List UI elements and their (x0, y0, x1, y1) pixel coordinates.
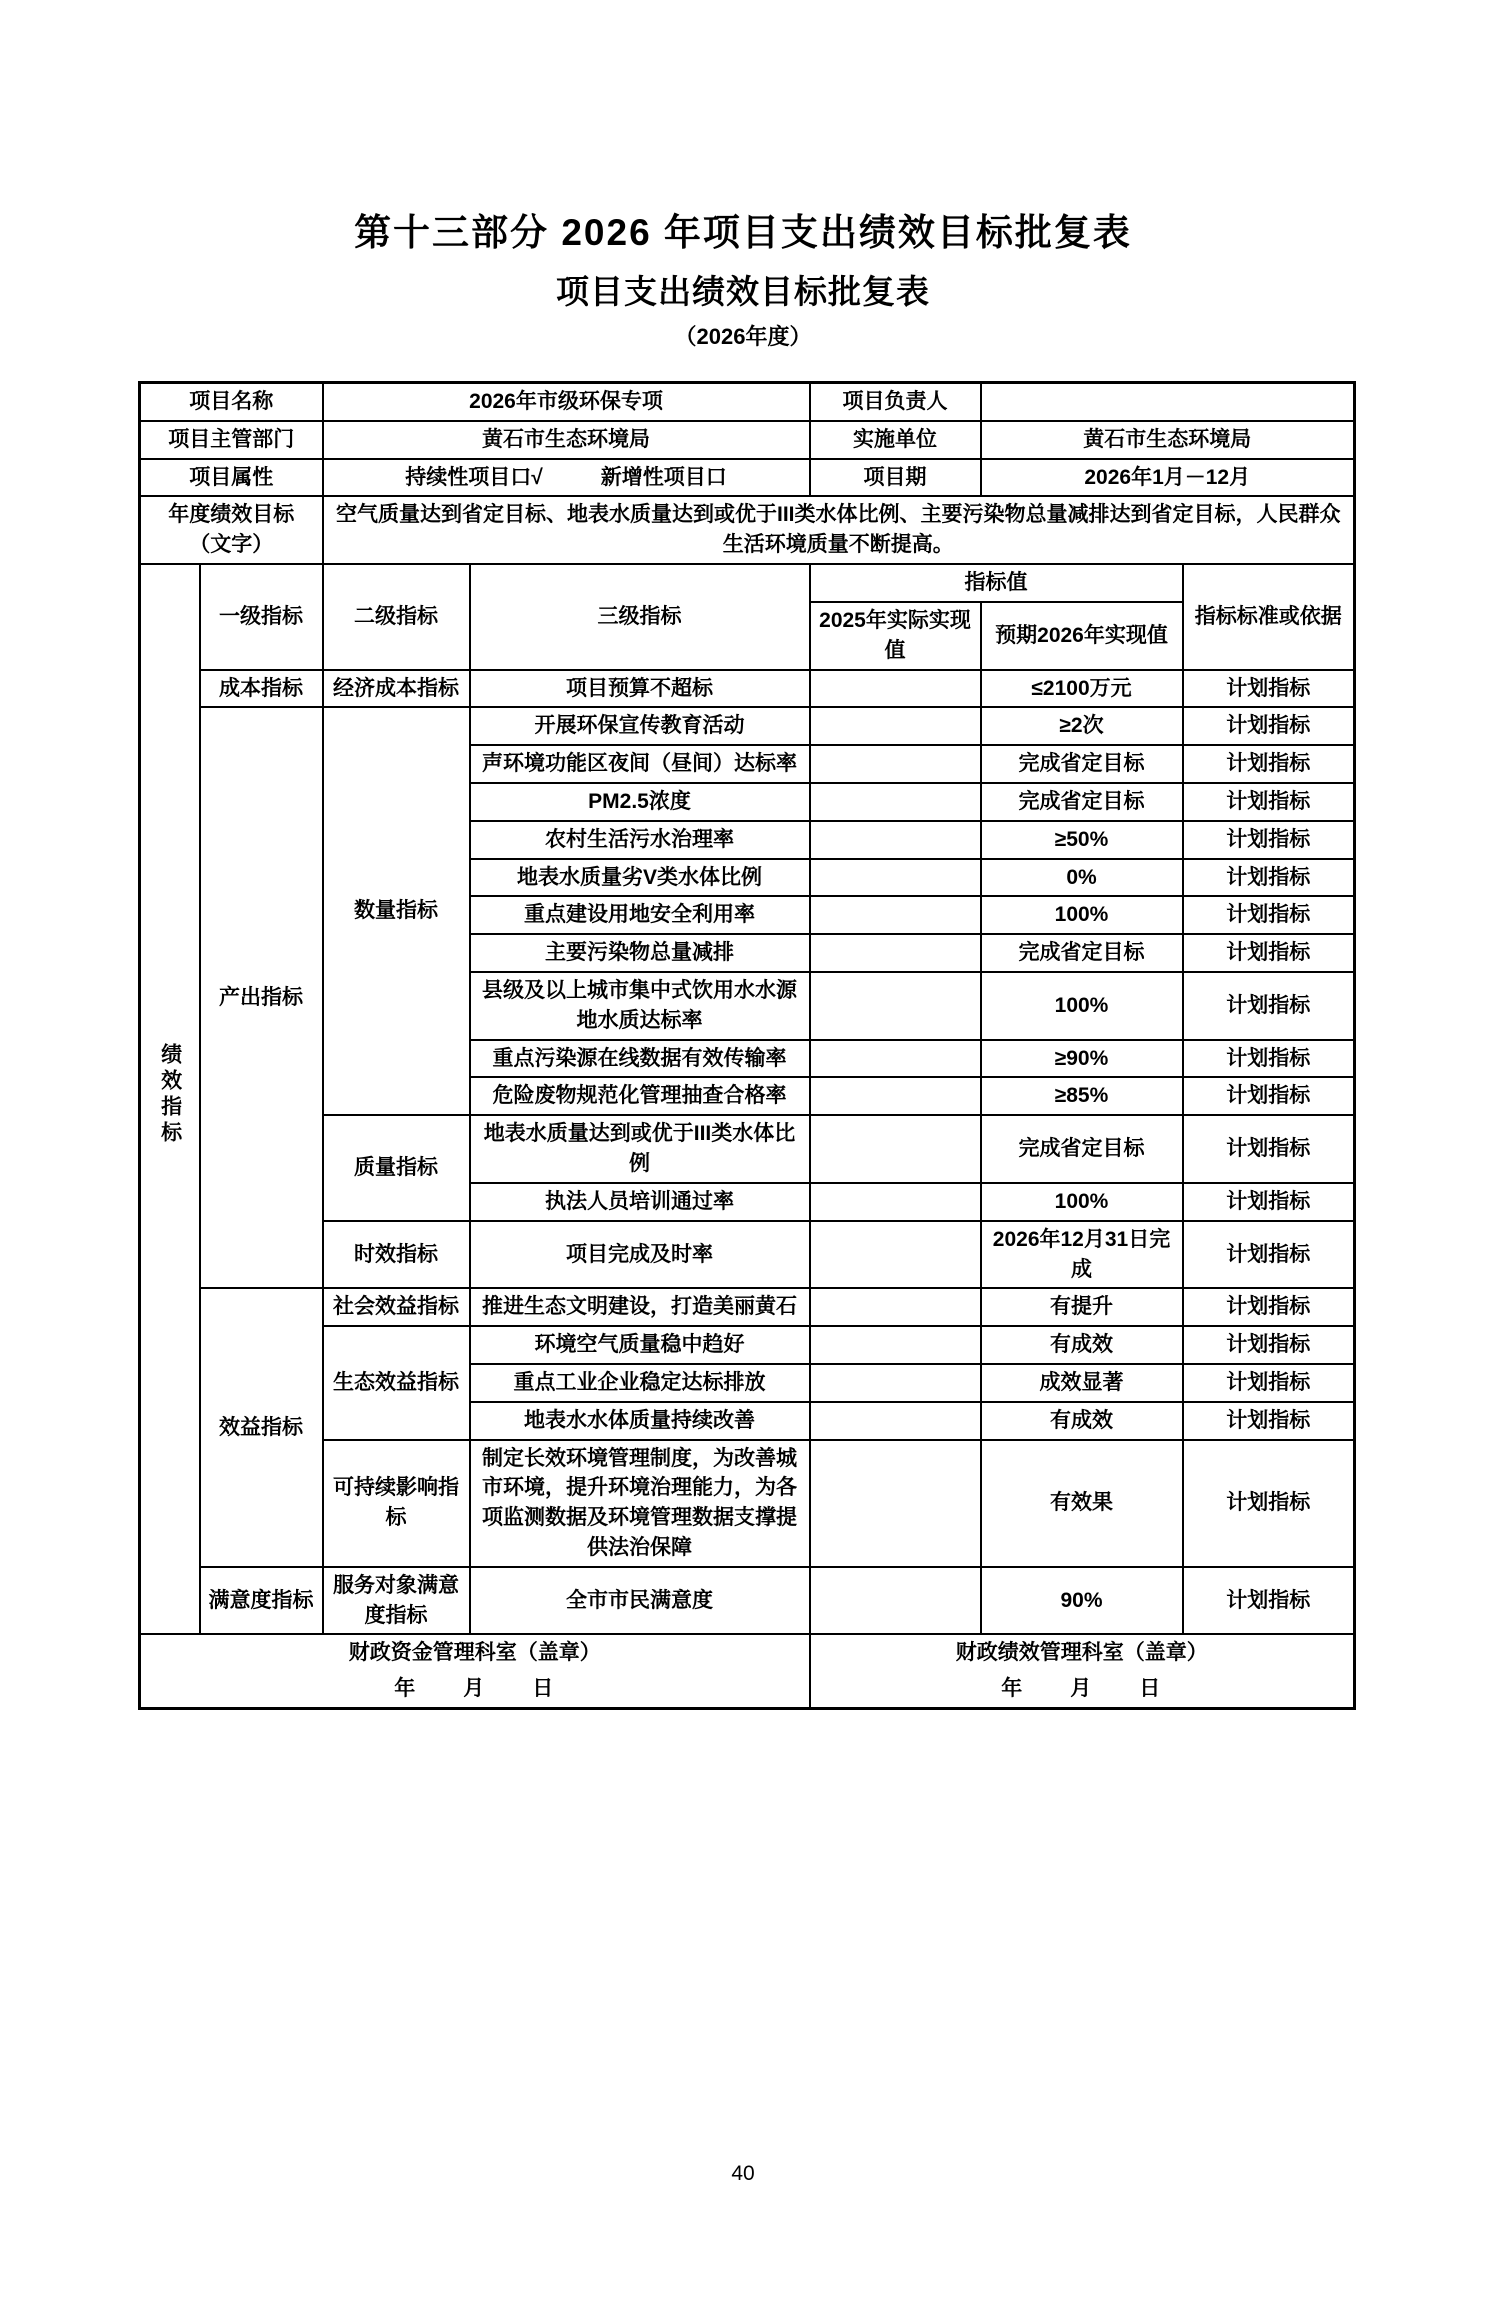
attribute-new-checkbox: 新增性项目口 (600, 465, 727, 489)
footer-right-org: 财政绩效管理科室（盖章） (955, 1641, 1208, 1665)
info-row-project-name (140, 383, 1355, 421)
standard-value: 计划指标 (1183, 1183, 1355, 1221)
indicator-row (140, 670, 1355, 708)
page-title: 第十三部分 2026 年项目支出绩效目标批复表 (354, 212, 1132, 253)
info-row-department (140, 421, 1355, 459)
level3-indicator: 制定长效环境管理制度，为改善城市环境，提升环境治理能力，为各项监测数据及环境管理数据支撑提供法治保障 (470, 1440, 810, 1567)
level1-cost: 成本指标 (200, 670, 323, 708)
attribute-value (323, 459, 810, 497)
standard-value: 计划指标 (1183, 972, 1355, 1040)
value-2026: ≤2100万元 (981, 670, 1183, 708)
department-value: 黄石市生态环境局 (323, 421, 810, 459)
indicator-row (140, 1440, 1355, 1567)
page-number: 40 (731, 2162, 755, 2185)
footer-left-org: 财政资金管理科室（盖章） (348, 1641, 601, 1665)
level3-indicator: 地表水质量达到或优于III类水体比例 (470, 1115, 810, 1183)
standard-value: 计划指标 (1183, 1364, 1355, 1402)
header-expected-2026: 预期2026年实现值 (981, 602, 1183, 670)
value-2025 (810, 1326, 981, 1364)
project-name-label: 项目名称 (140, 383, 323, 421)
level3-indicator: PM2.5浓度 (470, 783, 810, 821)
project-period-label: 项目期 (810, 459, 981, 497)
level2-quantity: 数量指标 (323, 707, 470, 1115)
level2-social-benefit: 社会效益指标 (323, 1288, 470, 1326)
standard-value: 计划指标 (1183, 707, 1355, 745)
indicator-row (140, 1288, 1355, 1326)
attribute-continuing-checkbox: 持续性项目口√ (405, 465, 543, 489)
annual-goal-label-line1: 年度绩效目标 (168, 503, 295, 527)
annual-goal-label (140, 496, 323, 564)
level1-benefit: 效益指标 (200, 1288, 323, 1567)
level2-sustainable-impact: 可持续影响指标 (323, 1440, 470, 1567)
level3-indicator: 主要污染物总量减排 (470, 934, 810, 972)
level3-indicator: 重点建设用地安全利用率 (470, 896, 810, 934)
value-2025 (810, 972, 981, 1040)
value-2025 (810, 1567, 981, 1635)
implement-unit-label: 实施单位 (810, 421, 981, 459)
value-2026: 有成效 (981, 1326, 1183, 1364)
value-2026: ≥2次 (981, 707, 1183, 745)
value-2025 (810, 1221, 981, 1289)
department-label: 项目主管部门 (140, 421, 323, 459)
value-2026: 有提升 (981, 1288, 1183, 1326)
value-2026: 完成省定目标 (981, 783, 1183, 821)
value-2025 (810, 670, 981, 708)
standard-value: 计划指标 (1183, 934, 1355, 972)
level3-indicator: 执法人员培训通过率 (470, 1183, 810, 1221)
value-2026: ≥50% (981, 821, 1183, 859)
footer-right-stamp (810, 1634, 1355, 1708)
value-2025 (810, 1077, 981, 1115)
value-2025 (810, 934, 981, 972)
header-actual-2025: 2025年实际实现值 (810, 602, 981, 670)
level3-indicator: 地表水质量劣V类水体比例 (470, 859, 810, 897)
indicator-row (140, 707, 1355, 745)
value-2026: 0% (981, 859, 1183, 897)
header-level3: 三级指标 (470, 564, 810, 669)
header-standard: 指标标准或依据 (1183, 564, 1355, 669)
value-2026: 有成效 (981, 1402, 1183, 1440)
value-2026: 90% (981, 1567, 1183, 1635)
value-2025 (810, 745, 981, 783)
value-2025 (810, 1440, 981, 1567)
standard-value: 计划指标 (1183, 1402, 1355, 1440)
value-2025 (810, 1402, 981, 1440)
footer-row (140, 1634, 1355, 1708)
level3-indicator: 推进生态文明建设，打造美丽黄石 (470, 1288, 810, 1326)
header-value-group: 指标值 (810, 564, 1183, 602)
standard-value: 计划指标 (1183, 1567, 1355, 1635)
level3-indicator: 重点污染源在线数据有效传输率 (470, 1040, 810, 1078)
indicator-row (140, 1221, 1355, 1289)
standard-value: 计划指标 (1183, 821, 1355, 859)
level2-economic-cost: 经济成本指标 (323, 670, 470, 708)
footer-left-date: 年 月 日 (394, 1677, 556, 1701)
standard-value: 计划指标 (1183, 1040, 1355, 1078)
level1-satisfaction: 满意度指标 (200, 1567, 323, 1635)
value-2026: 100% (981, 972, 1183, 1040)
standard-value: 计划指标 (1183, 1115, 1355, 1183)
level1-output: 产出指标 (200, 707, 323, 1288)
value-2026: 有效果 (981, 1440, 1183, 1567)
year-label: （2026年度） (674, 324, 812, 349)
level3-indicator: 开展环保宣传教育活动 (470, 707, 810, 745)
footer-left-stamp (140, 1634, 810, 1708)
standard-value: 计划指标 (1183, 1326, 1355, 1364)
project-name-value: 2026年市级环保专项 (323, 383, 810, 421)
value-2026: 100% (981, 896, 1183, 934)
attribute-label: 项目属性 (140, 459, 323, 497)
level3-indicator: 地表水水体质量持续改善 (470, 1402, 810, 1440)
level3-indicator: 环境空气质量稳中趋好 (470, 1326, 810, 1364)
annual-goal-text: 空气质量达到省定目标、地表水质量达到或优于III类水体比例、主要污染物总量减排达到省定目标，人民群众生活环境质量不断提高。 (323, 496, 1355, 564)
implement-unit-value: 黄石市生态环境局 (981, 421, 1355, 459)
value-2026: 2026年12月31日完成 (981, 1221, 1183, 1289)
side-label-performance-indicators: 绩效指标 (158, 1042, 182, 1147)
level3-indicator: 项目预算不超标 (470, 670, 810, 708)
value-2025 (810, 783, 981, 821)
level2-service-satisfaction: 服务对象满意度指标 (323, 1567, 470, 1635)
project-leader-label: 项目负责人 (810, 383, 981, 421)
value-2026: 完成省定目标 (981, 745, 1183, 783)
level3-indicator: 农村生活污水治理率 (470, 821, 810, 859)
level3-indicator: 危险废物规范化管理抽查合格率 (470, 1077, 810, 1115)
value-2026: ≥85% (981, 1077, 1183, 1115)
value-2025 (810, 1040, 981, 1078)
level2-timeliness: 时效指标 (323, 1221, 470, 1289)
document-page (0, 202, 1486, 2305)
standard-value: 计划指标 (1183, 1440, 1355, 1567)
standard-value: 计划指标 (1183, 896, 1355, 934)
indicator-header-row1 (140, 564, 1355, 602)
value-2026: 100% (981, 1183, 1183, 1221)
value-2026: ≥90% (981, 1040, 1183, 1078)
standard-value: 计划指标 (1183, 1077, 1355, 1115)
info-row-annual-goal (140, 496, 1355, 564)
level3-indicator: 重点工业企业稳定达标排放 (470, 1364, 810, 1402)
value-2025 (810, 859, 981, 897)
value-2025 (810, 896, 981, 934)
project-period-value: 2026年1月－12月 (981, 459, 1355, 497)
page-subtitle: 项目支出绩效目标批复表 (556, 273, 930, 310)
performance-target-table (138, 381, 1356, 1710)
level3-indicator: 项目完成及时率 (470, 1221, 810, 1289)
standard-value: 计划指标 (1183, 745, 1355, 783)
standard-value: 计划指标 (1183, 859, 1355, 897)
annual-goal-label-line2: （文字） (189, 533, 274, 557)
standard-value: 计划指标 (1183, 670, 1355, 708)
value-2025 (810, 1183, 981, 1221)
standard-value: 计划指标 (1183, 1288, 1355, 1326)
footer-right-date: 年 月 日 (1001, 1677, 1163, 1701)
value-2026: 完成省定目标 (981, 1115, 1183, 1183)
header-level2: 二级指标 (323, 564, 470, 669)
level3-indicator: 声环境功能区夜间（昼间）达标率 (470, 745, 810, 783)
value-2025 (810, 1115, 981, 1183)
level3-indicator: 县级及以上城市集中式饮用水水源地水质达标率 (470, 972, 810, 1040)
indicator-row (140, 1115, 1355, 1183)
value-2025 (810, 1288, 981, 1326)
project-leader-value (981, 383, 1355, 421)
value-2025 (810, 1364, 981, 1402)
value-2025 (810, 707, 981, 745)
indicator-row (140, 1326, 1355, 1364)
level2-quality: 质量指标 (323, 1115, 470, 1220)
value-2026: 完成省定目标 (981, 934, 1183, 972)
value-2025 (810, 821, 981, 859)
indicator-row (140, 1567, 1355, 1635)
level2-eco-benefit: 生态效益指标 (323, 1326, 470, 1439)
standard-value: 计划指标 (1183, 783, 1355, 821)
info-row-attribute (140, 459, 1355, 497)
level3-indicator: 全市市民满意度 (470, 1567, 810, 1635)
value-2026: 成效显著 (981, 1364, 1183, 1402)
standard-value: 计划指标 (1183, 1221, 1355, 1289)
side-label-cell (140, 564, 200, 1634)
header-level1: 一级指标 (200, 564, 323, 669)
